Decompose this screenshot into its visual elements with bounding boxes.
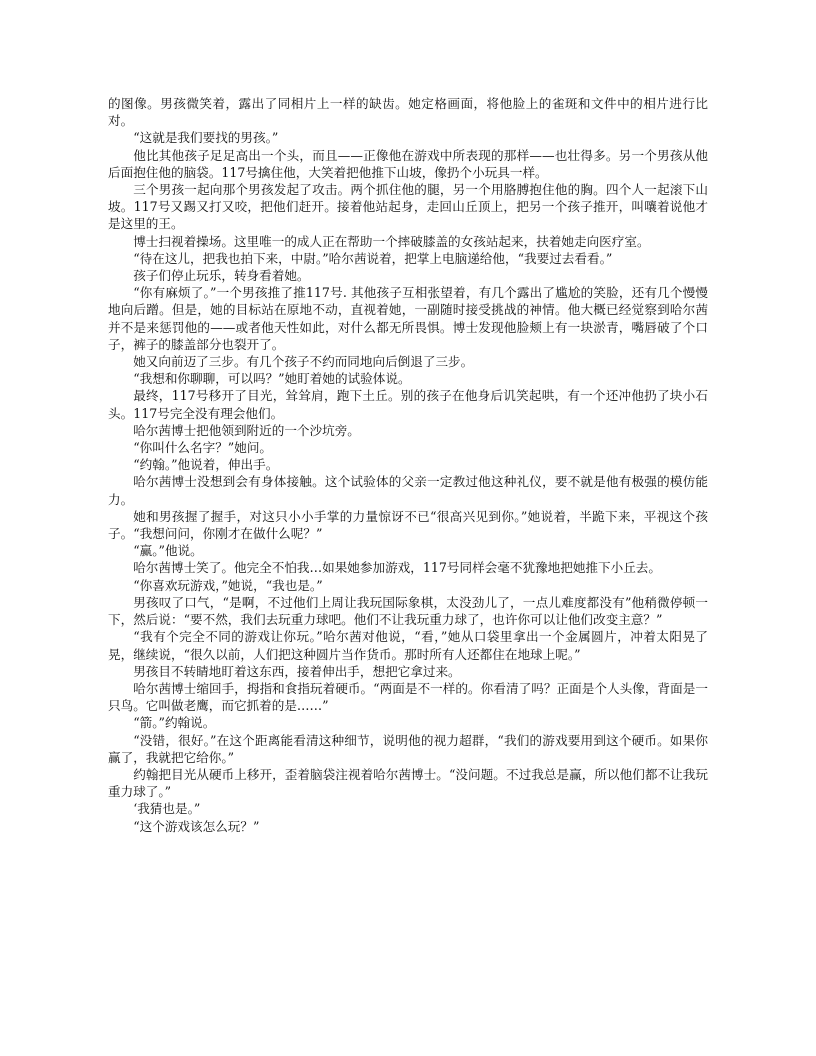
body-paragraph: 约翰把目光从硬币上移开，歪着脑袋注视着哈尔茜博士。“没问题。不过我总是赢，所以他们都不让我玩重力球了。” (108, 766, 708, 800)
body-paragraph: “这就是我们要找的男孩。” (133, 130, 279, 146)
body-paragraph: “没错，很好。”在这个距离能看清这种细节，说明他的视力超群，“我们的游戏要用到这个硬币。如果你赢了，我就把它给你。” (108, 732, 708, 765)
body-paragraph: 男孩叹了口气，“是啊，不过他们上周让我玩国际象棋，太没劲儿了，一点儿难度都没有”他稍微停顿一下，然后说：“要不然，我们去玩重力球吧。他们不让我玩重力球了，也许你可以让他们改变主意？” (108, 594, 708, 628)
body-paragraph: 哈尔茜博士笑了。他完全不怕我…如果她参加游戏，117号同样会毫不犹豫地把她推下小丘去。 (133, 560, 661, 576)
body-paragraph: 哈尔茜博士缩回手，拇指和食指玩着硬币。“两面是不一样的。你看清了吗？正面是个人头像，背面是一只鸟。它叫做老鹰，而它抓着的是……” (108, 680, 708, 714)
body-paragraph: 哈尔茜博士把他领到附近的一个沙坑旁。 (133, 422, 360, 438)
body-paragraph: 最终，117号移开了目光，耸耸肩，跑下土丘。别的孩子在他身后讥笑起哄，有一个还冲他扔了块小石头。117号完全没有理会他们。 (108, 388, 708, 421)
body-paragraph: “待在这儿，把我也拍下来，中尉。”哈尔茜说着，把掌上电脑递给他，“我要过去看看。” (133, 250, 613, 266)
body-paragraph: “箭。”约翰说。 (133, 715, 216, 731)
body-paragraph: “这个游戏该怎么玩？” (133, 818, 260, 834)
body-paragraph: “你叫什么名字？”她问。 (133, 440, 273, 456)
body-paragraph: “你喜欢玩游戏，”她说，“我也是。” (133, 577, 323, 593)
body-paragraph: 的图像。男孩微笑着，露出了同相片上一样的缺齿。她定格画面，将他脸上的雀斑和文件中的相片进行比对。 (108, 96, 708, 129)
document-page (108, 95, 708, 835)
body-paragraph: 博士扫视着操场。这里唯一的成人正在帮助一个摔破膝盖的女孩站起来，扶着她走向医疗室。 (133, 233, 650, 249)
body-paragraph: 她和男孩握了握手，对这只小小手掌的力量惊讶不已“很高兴见到你。”她说着，半跪下来，平视这个孩子。“我想问问，你刚才在做什么呢？” (108, 508, 708, 542)
body-paragraph: “你有麻烦了。”一个男孩推了推117号. 其他孩子互相张望着，有几个露出了尴尬的笑脸，还有几个慢慢地向后蹭。但是，她的目标站在原地不动，直视着她，一副随时接受挑战的神情。他大概已经觉察到哈尔茜并不是来惩罚他的——或者他天性如此，对什么都无所畏惧。博士发现他脸颊上有一块淤青，嘴唇破了个口子，裤子的膝盖部分也裂开了。 (108, 285, 708, 352)
body-paragraph: 男孩目不转睛地盯着这东西，接着伸出手，想把它拿过来。 (133, 663, 461, 679)
body-paragraph: “约翰。”他说着，伸出手。 (133, 457, 279, 473)
body-paragraph: 他比其他孩子足足高出一个头，而且——正像他在游戏中所表现的那样——也壮得多。另一个男孩从他后面抱住他的脑袋。117号擒住他，大笑着把他推下山坡，像扔个小玩具一样。 (108, 147, 708, 180)
body-paragraph: “我想和你聊聊，可以吗？”她盯着她的试验体说。 (133, 371, 411, 387)
body-paragraph: 哈尔茜博士没想到会有身体接触。这个试验体的父亲一定教过他这种礼仪，要不就是他有极强的模仿能力。 (108, 474, 708, 507)
body-paragraph: ‘我猜也是。” (133, 801, 201, 817)
body-paragraph: “我有个完全不同的游戏让你玩。”哈尔茜对他说，“看，”她从口袋里拿出一个金属圆片，冲着太阳晃了晃，继续说，“很久以前，人们把这种圆片当作货币。那时所有人还都住在地球上呢。” (108, 629, 708, 662)
body-paragraph: 她又向前迈了三步。有几个孩子不约而同地向后倒退了三步。 (133, 354, 474, 370)
body-paragraph: 孩子们停止玩乐，转身看着她。 (133, 268, 310, 284)
body-paragraph: 三个男孩一起向那个男孩发起了攻击。两个抓住他的腿，另一个用胳膊抱住他的胸。四个人一起滚下山坡。117号又踢又打又咬，把他们赶开。接着他站起身，走回山丘顶上，把另一个孩子推开，叫嚷着说他才是这里的王。 (108, 182, 708, 232)
body-paragraph: “赢。”他说。 (133, 543, 203, 559)
